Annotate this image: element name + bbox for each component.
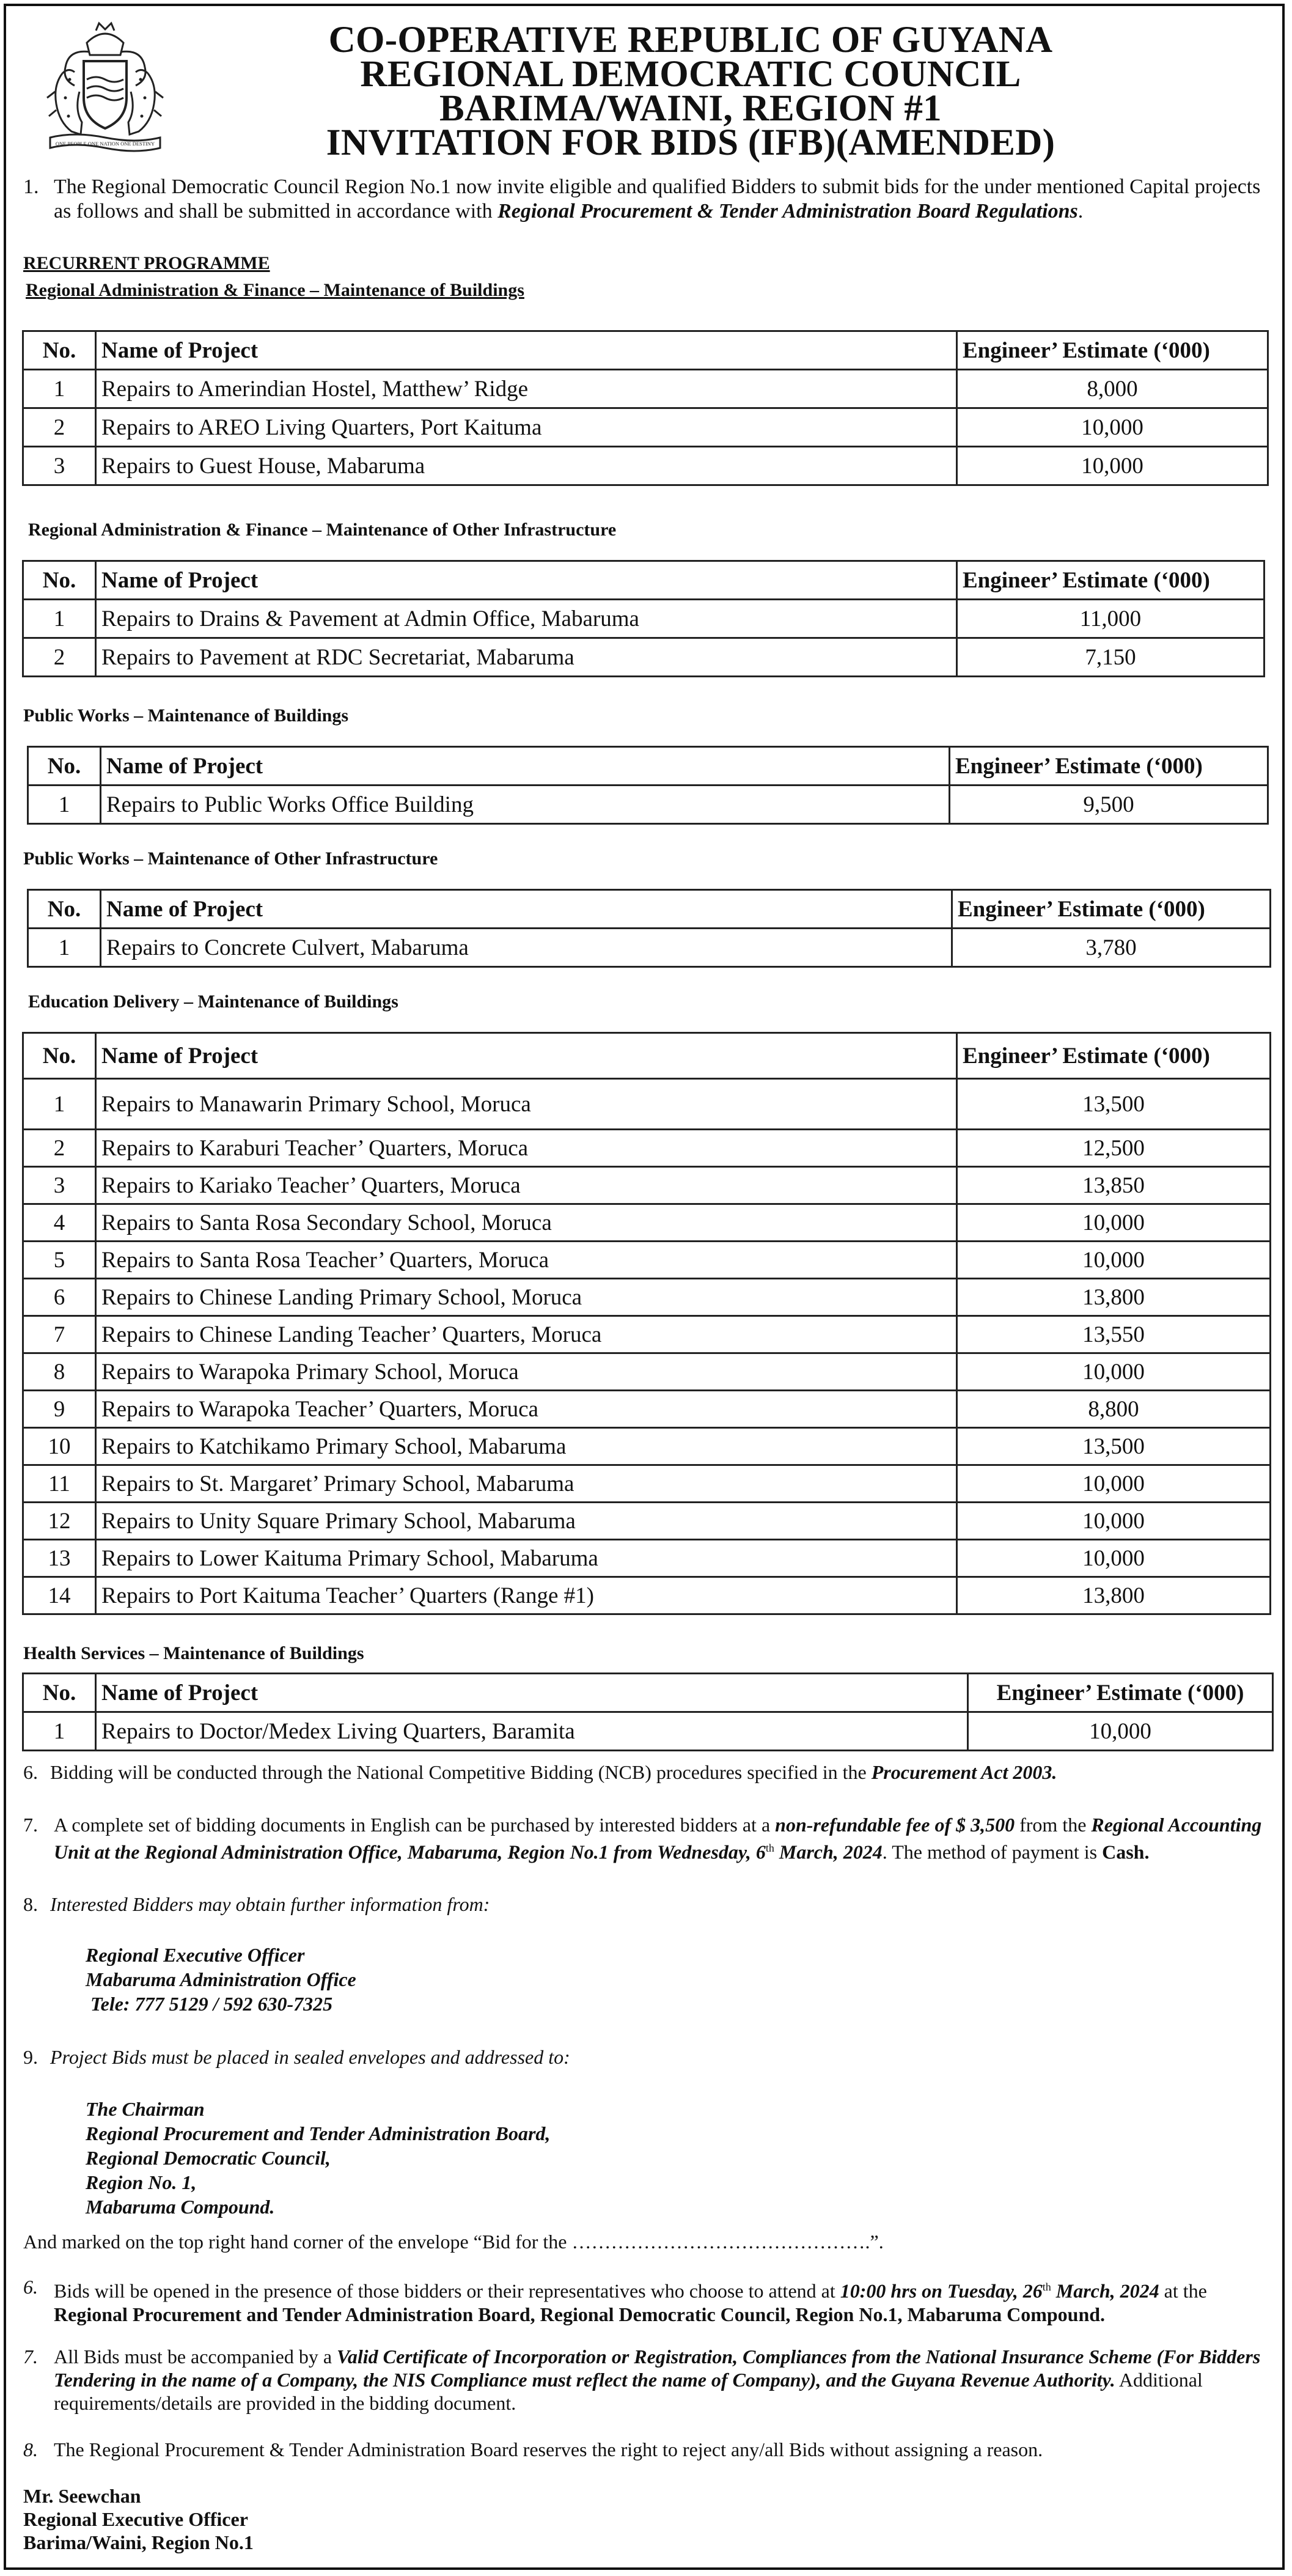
intro-text-a: The Regional Democratic Council Region No.1 now invite eligible and qualified Bidders to submit bids for the under mentioned Capital projects as follows and shall be submitted in accordance with — [54, 175, 1261, 223]
row-no: 13 — [23, 1540, 96, 1577]
row-project-name: Repairs to Pavement at RDC Secretariat, Mabaruma — [96, 638, 957, 677]
crest-motto: ONE PEOPLE ONE NATION ONE DESTINY — [55, 141, 155, 147]
col-header-no: No. — [23, 1033, 96, 1079]
row-project-name: Repairs to Chinese Landing Primary School, Moruca — [96, 1279, 957, 1316]
row-no: 1 — [23, 370, 96, 408]
table-row — [23, 447, 1268, 485]
row-project-name: Repairs to Kariako Teacher’ Quarters, Moruca — [96, 1167, 957, 1204]
row-no: 1 — [28, 929, 101, 967]
row-project-name: Repairs to Katchikamo Primary School, Mabaruma — [96, 1428, 957, 1465]
row-no: 3 — [23, 1167, 96, 1204]
row-project-name: Repairs to Public Works Office Building — [101, 786, 950, 824]
row-no: 14 — [23, 1577, 96, 1614]
row-no: 1 — [23, 1712, 96, 1751]
programme-heading: RECURRENT PROGRAMME — [23, 253, 270, 273]
clause-7 — [23, 1813, 1270, 1864]
row-project-name: Repairs to Warapoka Primary School, Moruca — [96, 1353, 957, 1391]
clause-emphasis: Procurement Act 2003. — [871, 1761, 1057, 1783]
clause-emphasis: 10:00 hrs on Tuesday, 26 — [840, 2280, 1043, 2302]
row-estimate: 10,000 — [957, 1465, 1271, 1503]
row-estimate: 10,000 — [957, 1242, 1271, 1279]
clause-7-requirements — [23, 2345, 1270, 2415]
clause-emphasis: Regional Procurement and Tender Administration Board, Regional Democratic Council, Region No.1, Mabaruma Compound. — [54, 2303, 1106, 2325]
clause-6 — [23, 1761, 1270, 1784]
row-estimate: 10,000 — [957, 1204, 1271, 1242]
address-line: The Chairman — [86, 2098, 205, 2120]
row-no: 6 — [23, 1279, 96, 1316]
clause-number: 8. — [23, 2438, 38, 2460]
clause-text: Project Bids must be placed in sealed envelopes and addressed to: — [50, 2046, 570, 2068]
col-header-estimate: Engineer’ Estimate (‘000) — [957, 331, 1268, 370]
clause-6-opening — [23, 2275, 1270, 2326]
row-project-name: Repairs to Drains & Pavement at Admin Office, Mabaruma — [96, 600, 957, 638]
row-project-name: Repairs to St. Margaret’ Primary School, Mabaruma — [96, 1465, 957, 1503]
row-no: 11 — [23, 1465, 96, 1503]
table-row — [28, 786, 1268, 824]
clause-text: Bidding will be conducted through the National Competitive Bidding (NCB) procedures specified in the — [50, 1761, 872, 1783]
header-line-2: REGIONAL DEMOCRATIC COUNCIL — [360, 54, 1021, 95]
row-project-name: Repairs to Unity Square Primary School, Mabaruma — [96, 1503, 957, 1540]
row-estimate: 8,000 — [957, 370, 1268, 408]
envelope-marking: And marked on the top right hand corner of the envelope “Bid for the ……………………………………….”. — [23, 2231, 884, 2253]
clause-emphasis: Regional Accounting Unit at the Regional Administration Office, Mabaruma, Region No.1 from Wednesday, 6 — [54, 1814, 1262, 1863]
row-estimate: 13,550 — [957, 1316, 1271, 1353]
row-estimate: 10,000 — [968, 1712, 1273, 1751]
col-header-no: No. — [23, 1674, 96, 1712]
clause-9 — [23, 2045, 1270, 2069]
row-estimate: 7,150 — [957, 638, 1264, 677]
table-row — [23, 1242, 1271, 1279]
clause-text: Interested Bidders may obtain further information from: — [50, 1893, 490, 1915]
row-no: 7 — [23, 1316, 96, 1353]
section-title: Regional Administration & Finance – Maintenance of Buildings — [26, 280, 524, 300]
header-line-4: INVITATION FOR BIDS (IFB)(AMENDED) — [326, 122, 1055, 163]
table-row — [23, 600, 1264, 638]
address-line: Region No. 1, — [86, 2171, 197, 2193]
row-project-name: Repairs to Concrete Culvert, Mabaruma — [101, 929, 952, 967]
table-row — [23, 1204, 1271, 1242]
row-project-name: Repairs to Santa Rosa Secondary School, Moruca — [96, 1204, 957, 1242]
row-project-name: Repairs to Amerindian Hostel, Matthew’ Ridge — [96, 370, 957, 408]
clause-emphasis: Cash. — [1102, 1841, 1150, 1863]
table-row — [23, 1712, 1273, 1751]
table-row — [23, 1167, 1271, 1204]
table-row — [23, 1465, 1271, 1503]
clause-text: The Regional Procurement & Tender Administration Board reserves the right to reject any/all Bids without assigning a reason. — [54, 2438, 1043, 2460]
coat-of-arms-icon — [38, 18, 172, 156]
signatory-region: Barima/Waini, Region No.1 — [23, 2531, 254, 2553]
row-estimate: 13,500 — [957, 1079, 1271, 1130]
row-no: 9 — [23, 1391, 96, 1428]
col-header-name: Name of Project — [96, 1674, 968, 1712]
clause-text: Bids will be opened in the presence of those bidders or their representatives who choose to attend at — [54, 2280, 840, 2302]
section-title: Public Works – Maintenance of Other Infrastructure — [23, 848, 438, 869]
row-project-name: Repairs to AREO Living Quarters, Port Kaituma — [96, 408, 957, 447]
row-estimate: 10,000 — [957, 1353, 1271, 1391]
row-estimate: 10,000 — [957, 447, 1268, 485]
row-project-name: Repairs to Santa Rosa Teacher’ Quarters, Moruca — [96, 1242, 957, 1279]
col-header-name: Name of Project — [96, 561, 957, 600]
row-estimate: 3,780 — [952, 929, 1271, 967]
clause-emphasis: March, 2024 — [774, 1841, 883, 1863]
clause-8 — [23, 1893, 1270, 1916]
table-row — [23, 1540, 1271, 1577]
col-header-estimate: Engineer’ Estimate (‘000) — [952, 890, 1271, 929]
clause-superscript: th — [1042, 2281, 1051, 2293]
col-header-name: Name of Project — [96, 331, 957, 370]
row-estimate: 8,800 — [957, 1391, 1271, 1428]
row-no: 1 — [28, 786, 101, 824]
project-table — [22, 560, 1265, 677]
signatory-name: Mr. Seewchan — [23, 2485, 141, 2507]
section-title: Regional Administration & Finance – Maintenance of Other Infrastructure — [28, 520, 617, 540]
clause-number: 7. — [23, 2346, 38, 2368]
col-header-no: No. — [28, 747, 101, 786]
table-row — [23, 1577, 1271, 1614]
table-row — [23, 1503, 1271, 1540]
clause-text: . The method of payment is — [882, 1841, 1103, 1863]
col-header-estimate: Engineer’ Estimate (‘000) — [950, 747, 1268, 786]
col-header-estimate: Engineer’ Estimate (‘000) — [957, 1033, 1271, 1079]
row-no: 8 — [23, 1353, 96, 1391]
row-project-name: Repairs to Warapoka Teacher’ Quarters, Moruca — [96, 1391, 957, 1428]
clause-text: All Bids must be accompanied by a — [54, 2346, 337, 2368]
row-no: 4 — [23, 1204, 96, 1242]
project-table — [22, 1032, 1271, 1615]
col-header-no: No. — [23, 561, 96, 600]
table-row — [23, 370, 1268, 408]
row-no: 2 — [23, 1130, 96, 1167]
row-estimate: 10,000 — [957, 1503, 1271, 1540]
col-header-no: No. — [23, 331, 96, 370]
row-estimate: 10,000 — [957, 408, 1268, 447]
row-project-name: Repairs to Port Kaituma Teacher’ Quarters (Range #1) — [96, 1577, 957, 1614]
intro-paragraph — [23, 175, 1276, 224]
table-row — [23, 1428, 1271, 1465]
col-header-name: Name of Project — [101, 747, 950, 786]
table-row — [23, 408, 1268, 447]
document-header — [202, 20, 1180, 163]
row-project-name: Repairs to Doctor/Medex Living Quarters, Baramita — [96, 1712, 968, 1751]
address-line: Mabaruma Compound. — [86, 2196, 275, 2218]
row-project-name: Repairs to Manawarin Primary School, Moruca — [96, 1079, 957, 1130]
section-title: Public Works – Maintenance of Buildings — [23, 705, 349, 726]
table-row — [23, 638, 1264, 677]
clause-number: 8. — [23, 1893, 38, 1915]
table-row — [23, 1353, 1271, 1391]
table-row — [23, 1130, 1271, 1167]
clause-emphasis: March, 2024 — [1051, 2280, 1159, 2302]
contact-address — [86, 1943, 356, 2016]
col-header-name: Name of Project — [96, 1033, 957, 1079]
signature-block — [23, 2484, 254, 2554]
row-estimate: 10,000 — [957, 1540, 1271, 1577]
project-table — [22, 1673, 1274, 1751]
table-row — [23, 1279, 1271, 1316]
clause-number: 9. — [23, 2046, 38, 2068]
row-project-name: Repairs to Karaburi Teacher’ Quarters, Moruca — [96, 1130, 957, 1167]
row-no: 12 — [23, 1503, 96, 1540]
row-estimate: 12,500 — [957, 1130, 1271, 1167]
header-line-3: BARIMA/WAINI, REGION #1 — [439, 88, 942, 129]
intro-number: 1. — [23, 175, 39, 198]
address-line: Regional Executive Officer — [86, 1944, 305, 1966]
clause-8-reject — [23, 2438, 1270, 2461]
clause-text: at the — [1159, 2280, 1207, 2302]
row-no: 3 — [23, 447, 96, 485]
signatory-title: Regional Executive Officer — [23, 2508, 248, 2530]
project-table — [27, 746, 1269, 825]
clause-emphasis: non-refundable fee of $ 3,500 — [775, 1814, 1015, 1836]
row-project-name: Repairs to Lower Kaituma Primary School, Mabaruma — [96, 1540, 957, 1577]
row-project-name: Repairs to Chinese Landing Teacher’ Quarters, Moruca — [96, 1316, 957, 1353]
row-estimate: 11,000 — [957, 600, 1264, 638]
address-line: Regional Procurement and Tender Administration Board, — [86, 2122, 551, 2144]
col-header-estimate: Engineer’ Estimate (‘000) — [968, 1674, 1273, 1712]
row-no: 1 — [23, 600, 96, 638]
row-project-name: Repairs to Guest House, Mabaruma — [96, 447, 957, 485]
submission-address — [86, 2097, 550, 2219]
row-no: 1 — [23, 1079, 96, 1130]
section-title: Health Services – Maintenance of Buildings — [23, 1643, 364, 1663]
clause-superscript: th — [765, 1842, 774, 1854]
col-header-no: No. — [28, 890, 101, 929]
header-line-1: CO-OPERATIVE REPUBLIC OF GUYANA — [328, 20, 1053, 61]
clause-text: A complete set of bidding documents in English can be purchased by interested bidders at a — [54, 1814, 776, 1836]
project-table — [27, 889, 1271, 968]
clause-number: 6. — [23, 1761, 38, 1783]
table-row — [28, 929, 1271, 967]
intro-text-b: Regional Procurement & Tender Administration Board Regulations — [497, 200, 1078, 223]
project-table — [22, 330, 1269, 486]
section-title: Education Delivery – Maintenance of Buildings — [28, 992, 398, 1012]
clause-emphasis: Valid Certificate of Incorporation or Registration, Compliances from the National Insurance Scheme (For Bidders Tendering in the name of a Company, the NIS Compliance must reflect the name of Company), and the Guyana Revenue Authority. — [54, 2346, 1261, 2391]
address-line: Regional Democratic Council, — [86, 2147, 331, 2169]
table-row — [23, 1079, 1271, 1130]
clause-text: Additional requirements/details are provided in the bidding document. — [54, 2369, 1203, 2414]
row-no: 10 — [23, 1428, 96, 1465]
clause-text: from the — [1015, 1814, 1092, 1836]
intro-text-c: . — [1077, 200, 1084, 223]
col-header-name: Name of Project — [101, 890, 952, 929]
table-row — [23, 1391, 1271, 1428]
row-estimate: 13,850 — [957, 1167, 1271, 1204]
clause-number: 7. — [23, 1814, 38, 1836]
address-line: Tele: 777 5129 / 592 630-7325 — [86, 1993, 333, 2015]
row-estimate: 13,500 — [957, 1428, 1271, 1465]
row-estimate: 13,800 — [957, 1577, 1271, 1614]
clause-number: 6. — [23, 2276, 38, 2298]
row-no: 2 — [23, 408, 96, 447]
row-no: 5 — [23, 1242, 96, 1279]
col-header-estimate: Engineer’ Estimate (‘000) — [957, 561, 1264, 600]
address-line: Mabaruma Administration Office — [86, 1968, 356, 1990]
table-row — [23, 1316, 1271, 1353]
row-estimate: 9,500 — [950, 786, 1268, 824]
row-estimate: 13,800 — [957, 1279, 1271, 1316]
row-no: 2 — [23, 638, 96, 677]
